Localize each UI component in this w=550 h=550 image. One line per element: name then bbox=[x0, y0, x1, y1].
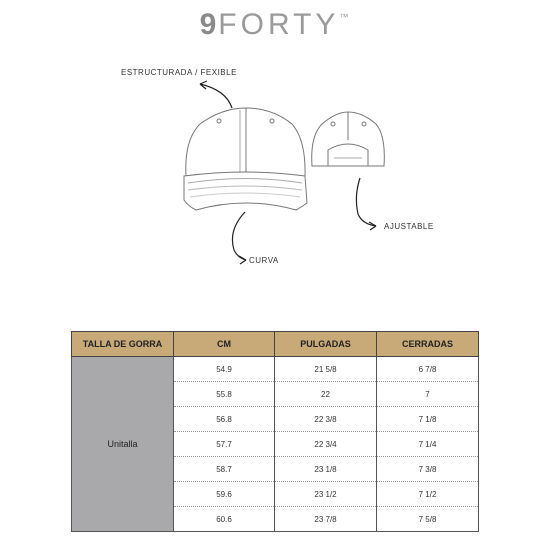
cm-cell: 55.8 bbox=[174, 382, 275, 407]
adjustable-arrow bbox=[356, 178, 376, 226]
inches-cell: 22 bbox=[275, 382, 377, 407]
inches-cell: 23 7/8 bbox=[275, 507, 377, 532]
inches-cell: 23 1/2 bbox=[275, 482, 377, 507]
cm-cell: 56.8 bbox=[174, 407, 275, 432]
inches-cell: 22 3/8 bbox=[275, 407, 377, 432]
trademark-symbol: ™ bbox=[339, 12, 351, 22]
adjustable-arrowhead bbox=[369, 222, 376, 230]
header-inches: PULGADAS bbox=[275, 332, 377, 357]
table-row bbox=[72, 357, 479, 382]
inches-cell: 21 5/8 bbox=[275, 357, 377, 382]
curve-arrow bbox=[232, 212, 246, 260]
size-cell: Unitalla bbox=[72, 357, 174, 532]
curve-label: CURVA bbox=[249, 256, 279, 265]
table-header-row bbox=[72, 332, 479, 357]
adjustable-label: AJUSTABLE bbox=[384, 222, 434, 231]
cap-back-illustration bbox=[312, 112, 385, 166]
closed-cell: 7 3/8 bbox=[377, 457, 479, 482]
closed-cell: 7 1/4 bbox=[377, 432, 479, 457]
header-cap-size: TALLA DE GORRA bbox=[72, 332, 174, 357]
header-closed: CERRADAS bbox=[377, 332, 479, 357]
brand-word: FORTY bbox=[218, 8, 340, 41]
inches-cell: 23 1/8 bbox=[275, 457, 377, 482]
closed-cell: 7 1/8 bbox=[377, 407, 479, 432]
header-cm: CM bbox=[174, 332, 275, 357]
size-table bbox=[71, 331, 479, 532]
closed-cell: 7 bbox=[377, 382, 479, 407]
cm-cell: 59.6 bbox=[174, 482, 275, 507]
cm-cell: 58.7 bbox=[174, 457, 275, 482]
brand-number: 9 bbox=[199, 8, 219, 41]
cm-cell: 57.7 bbox=[174, 432, 275, 457]
cm-cell: 60.6 bbox=[174, 507, 275, 532]
cap-front-illustration bbox=[184, 108, 307, 210]
closed-cell: 7 5/8 bbox=[377, 507, 479, 532]
structure-label: ESTRUCTURADA / FEXIBLE bbox=[121, 68, 237, 77]
cm-cell: 54.9 bbox=[174, 357, 275, 382]
closed-cell: 7 1/2 bbox=[377, 482, 479, 507]
curve-arrowhead bbox=[239, 256, 246, 264]
inches-cell: 22 3/4 bbox=[275, 432, 377, 457]
closed-cell: 6 7/8 bbox=[377, 357, 479, 382]
